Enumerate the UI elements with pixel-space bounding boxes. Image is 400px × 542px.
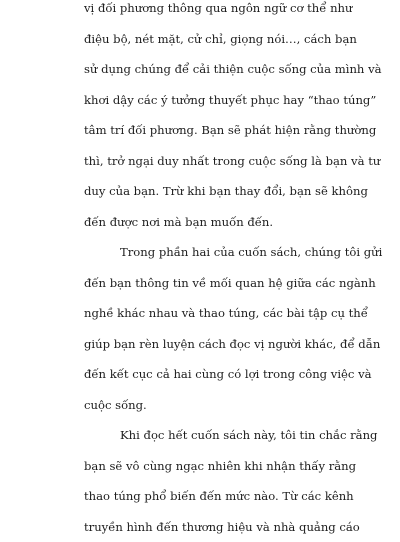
paragraphs [84, 0, 316, 542]
paragraph [84, 420, 316, 542]
text-line: sử dụng chúng để cải thiện cuộc sống của mình và [84, 54, 316, 85]
text-line: nghề khác nhau và thao túng, các bài tập cụ thể [84, 298, 316, 329]
text-line: khơi dậy các ý tưởng thuyết phục hay “thao túng” [84, 85, 316, 116]
text-line: cuộc sống. [84, 390, 316, 421]
text-line: truyền hình đến thương hiệu và nhà quảng cáo [84, 512, 316, 542]
text-line: Trong phần hai của cuốn sách, chúng tôi gửi [84, 237, 316, 268]
text-line: giúp bạn rèn luyện cách đọc vị người khác, để dẫn [84, 329, 316, 360]
text-line: vị đối phương thông qua ngôn ngữ cơ thể như [84, 0, 316, 24]
text-line: điệu bộ, nét mặt, cử chỉ, giọng nói…, cách bạn [84, 24, 316, 55]
text-line: Khi đọc hết cuốn sách này, tôi tin chắc rằng [84, 420, 316, 451]
text-line: duy của bạn. Trừ khi bạn thay đổi, bạn sẽ không [84, 176, 316, 207]
text-line: đến kết cục cả hai cùng có lợi trong công việc và [84, 359, 316, 390]
text-line: thao túng phổ biến đến mức nào. Từ các kênh [84, 481, 316, 512]
paragraph [84, 0, 316, 237]
text-line: thì, trở ngại duy nhất trong cuộc sống là bạn và tư [84, 146, 316, 177]
text-line: đến được nơi mà bạn muốn đến. [84, 207, 316, 238]
text-line: đến bạn thông tin về mối quan hệ giữa các ngành [84, 268, 316, 299]
text-line: tâm trí đối phương. Bạn sẽ phát hiện rằng thường [84, 115, 316, 146]
text-line: bạn sẽ vô cùng ngạc nhiên khi nhận thấy rằng [84, 451, 316, 482]
paragraph [84, 237, 316, 420]
body-text [84, 0, 316, 542]
